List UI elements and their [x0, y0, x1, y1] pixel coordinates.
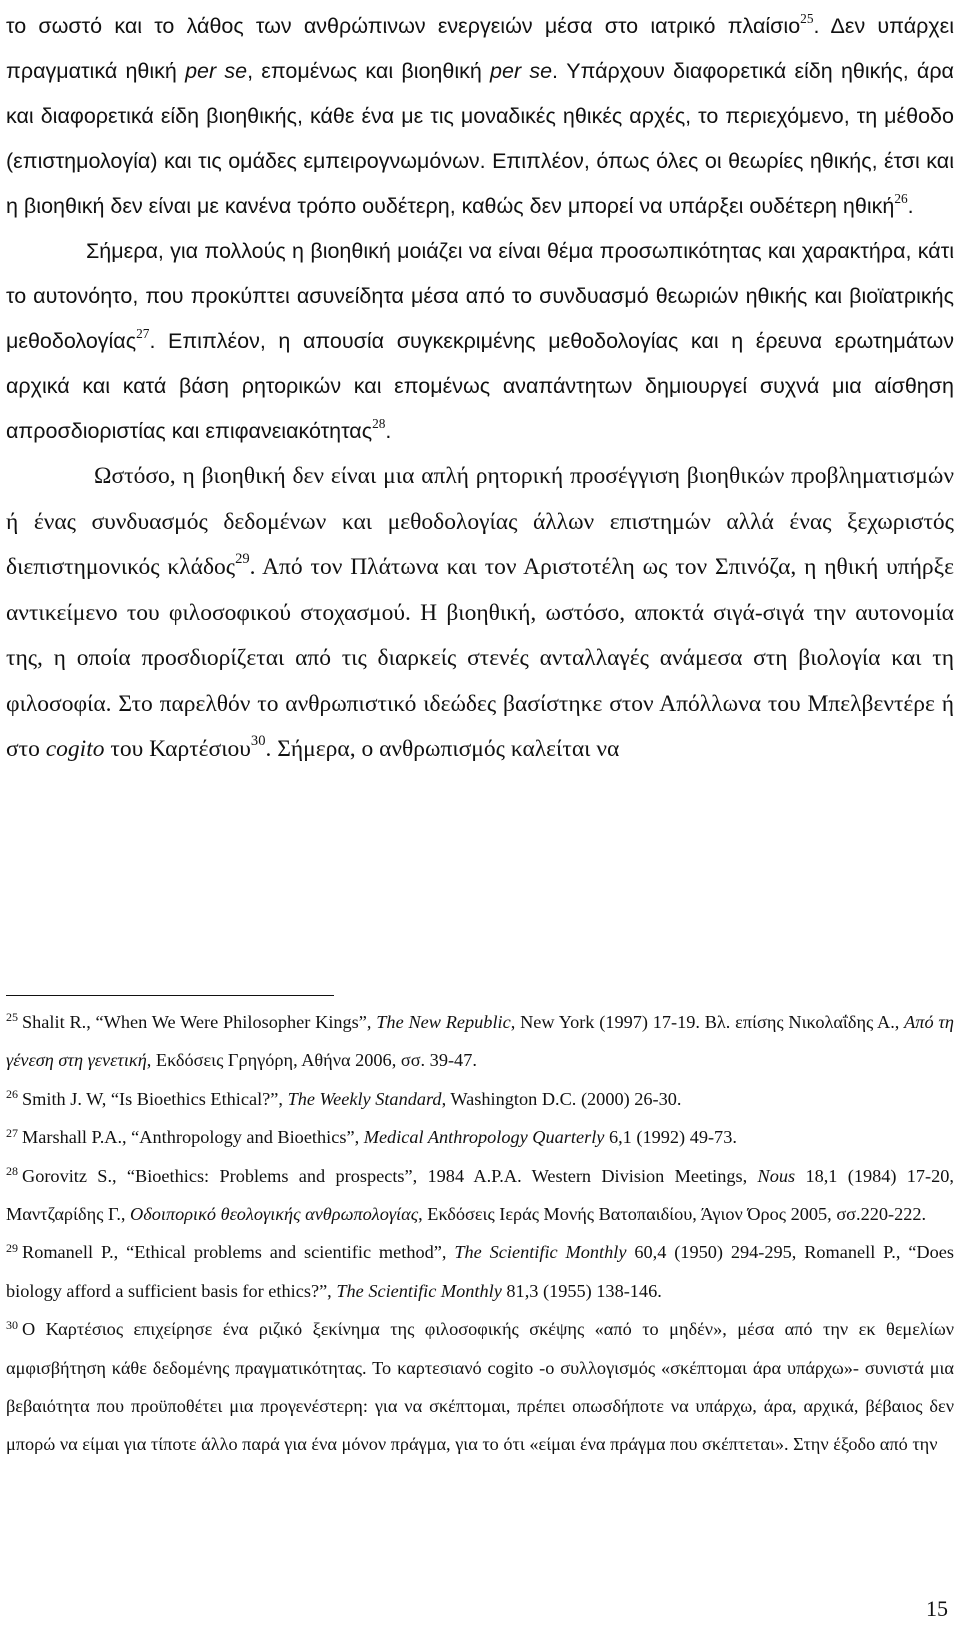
footnote-text: Gorovitz S., “Bioethics: Problems and prospects”, 1984 A.P.A. Western Division Meetings, — [22, 1165, 758, 1186]
footnote-text: , Εκδόσεις Ιεράς Μονής Βατοπαιδίου, Άγιον Όρος 2005, σσ.220-222. — [418, 1204, 927, 1225]
footnote-number: 26 — [6, 1087, 18, 1102]
text-run: . Σήμερα, ο ανθρωπισμός καλείται να — [265, 736, 620, 762]
italic-term: cogito — [45, 736, 105, 762]
paragraph-3 — [6, 454, 954, 773]
footnote-text: 6,1 (1992) 49-73. — [604, 1127, 737, 1148]
text-run: , επομένως και βιοηθική — [247, 59, 491, 83]
footnote-italic: Nous — [757, 1165, 796, 1186]
footnote-ref-29[interactable]: 29 — [235, 551, 250, 568]
footnote-italic: The New Republic — [376, 1012, 511, 1032]
footnote-27 — [6, 1118, 954, 1156]
footnote-ref-25[interactable]: 25 — [800, 11, 814, 27]
footnote-text: Shalit R., “When We Were Philosopher Kings”, — [22, 1012, 377, 1032]
footnote-25 — [6, 1003, 954, 1080]
footnote-ref-30[interactable]: 30 — [250, 733, 266, 750]
footnote-29 — [6, 1233, 954, 1310]
footnote-number: 28 — [6, 1164, 18, 1179]
page-number: 15 — [926, 1596, 948, 1621]
footnote-italic: The Weekly Standard — [287, 1088, 442, 1109]
footnote-text: Marshall P.A., “Anthropology and Bioethics”, — [22, 1127, 364, 1148]
paragraph-2 — [6, 229, 954, 454]
footnote-ref-28[interactable]: 28 — [372, 416, 386, 432]
footnote-italic: The Scientific Monthly — [454, 1242, 627, 1263]
text-run: . — [907, 194, 914, 218]
italic-term: per se — [490, 59, 553, 83]
text-run: το σωστό και το λάθος των ανθρώπινων ενεργειών μέσα στο ιατρικό πλαίσιο — [6, 14, 801, 38]
main-text — [6, 4, 954, 773]
footnote-30 — [6, 1310, 954, 1464]
footnotes — [6, 1003, 954, 1464]
italic-term: per se — [185, 59, 248, 83]
text-run: Σήμερα, για πολλούς η βιοηθική μοιάζει να είναι θέμα προσωπικότητας και χαρακτήρα, κάτι το αυτονόητο, που προκύπτει ασυνείδητα μέσα από το συνδυασμό θεωριών ηθικής και βιοϊατρικής μεθοδολογίας — [6, 239, 954, 353]
text-run: Ωστόσο, η βιοηθική δεν είναι μια απλή ρητορική προσέγγιση βιοηθικών προβληματισμών ή ένας συνδυασμός δεδομένων και μεθοδολογίας άλλων επιστημών αλλά ένας ξεχωριστός διεπιστημονικός κλάδος — [6, 463, 954, 580]
footnote-italic: Από τη γένεση στη γενετική — [6, 1012, 954, 1071]
footnote-number: 30 — [6, 1317, 18, 1332]
footnote-text: , Εκδόσεις Γρηγόρη, Αθήνα 2006, σσ. 39-47. — [146, 1050, 477, 1071]
footnote-ref-26[interactable]: 26 — [894, 191, 908, 207]
footnote-separator — [6, 995, 334, 996]
footnote-text: , New York (1997) 17-19. Βλ. επίσης Νικολαΐδης Α., — [510, 1012, 905, 1032]
footnote-text: Ο Καρτέσιος επιχείρησε ένα ριζικό ξεκίνημα της φιλοσοφικής σκέψης «από το μηδέν», μέσα από την εκ θεμελίων αμφισβήτηση κάθε δεδομένης πραγματικότητας. Το καρτεσιανό cogito -ο συλλογισμός «σκέπτομαι άρα υπάρχω»- συνιστά μια βεβαιότητα που προϋποθέτει μια προγενέστερη: για να σκέπτομαι, πρέπει οπωσδήποτε να υπάρχω, άρα, αρχικά, βέβαιος δεν μπορώ να είμαι για τίποτε άλλο παρά για ένα μόνον πράγμα, για το ότι «είμαι ένα πράγμα που σκέπτεται». Στην έξοδο από την — [6, 1319, 954, 1455]
footnote-text: , Washington D.C. (2000) 26-30. — [441, 1088, 682, 1109]
footnote-text: 60,4 (1950) 294-295, Romanell P., “Does biology afford a sufficient basis for ethics?”, — [6, 1242, 955, 1301]
text-run: . Επιπλέον, η απουσία συγκεκριμένης μεθοδολογίας και η έρευνα ερωτημάτων αρχικά και κατά βάση ρητορικών και επομένως αναπάντητων δημιουργεί συχνά μια αίσθηση απροσδιοριστίας και επιφανειακότητας — [6, 329, 954, 443]
text-run: . — [385, 419, 392, 443]
footnote-28 — [6, 1157, 954, 1234]
text-run: . Υπάρχουν διαφορετικά είδη ηθικής, άρα και διαφορετικά είδη βιοηθικής, κάθε ένα με τις μοναδικές ηθικές αρχές, το περιεχόμενο, τη μέθοδο (επιστημολογία) και τις ομάδες εμπειρογνωμόνων. Επιπλέον, όπως όλες οι θεωρίες ηθικής, έτσι και η βιοηθική δεν είναι με κανένα τρόπο ουδέτερη, καθώς δεν μπορεί να υπάρξει ουδέτερη ηθική — [6, 59, 954, 218]
footnote-number: 29 — [6, 1240, 18, 1255]
footnote-italic: The Scientific Monthly — [336, 1280, 502, 1301]
footnote-text: Smith J. W, “Is Bioethics Ethical?”, — [22, 1088, 288, 1109]
text-run: . Δεν υπάρχει πραγματικά ηθική — [6, 14, 954, 83]
footnote-text: 81,3 (1955) 138-146. — [501, 1280, 662, 1301]
footnote-italic: Οδοιπορικό θεολογικής ανθρωπολογίας — [130, 1204, 419, 1225]
text-run: . Από τον Πλάτωνα και τον Αριστοτέλη ως τον Σπινόζα, η ηθική υπήρξε αντικείμενο του φιλοσοφικού στοχασμού. Η βιοηθική, ωστόσο, αποκτά σιγά-σιγά την αυτονομία της, η οποία προσδιορίζεται από τις διαρκείς στενές ανταλλαγές ανάμεσα στη βιολογία και τη φιλοσοφία. Στο παρελθόν το ανθρωπιστικό ιδεώδες βασίστηκε στον Απόλλωνα του Μπελβεντέρε ή στο — [6, 554, 954, 762]
paragraph-1 — [6, 4, 954, 229]
footnote-italic: Medical Anthropology Quarterly — [363, 1127, 605, 1148]
footnote-26 — [6, 1080, 954, 1118]
text-run: του Καρτέσιου — [104, 736, 251, 762]
footnote-number: 25 — [6, 1010, 18, 1025]
footnote-number: 27 — [6, 1125, 18, 1140]
footnote-text: Romanell P., “Ethical problems and scientific method”, — [22, 1242, 455, 1263]
footnote-ref-27[interactable]: 27 — [136, 326, 150, 342]
footnote-text: 18,1 (1984) 17-20, Μαντζαρίδης Γ., — [6, 1165, 954, 1225]
